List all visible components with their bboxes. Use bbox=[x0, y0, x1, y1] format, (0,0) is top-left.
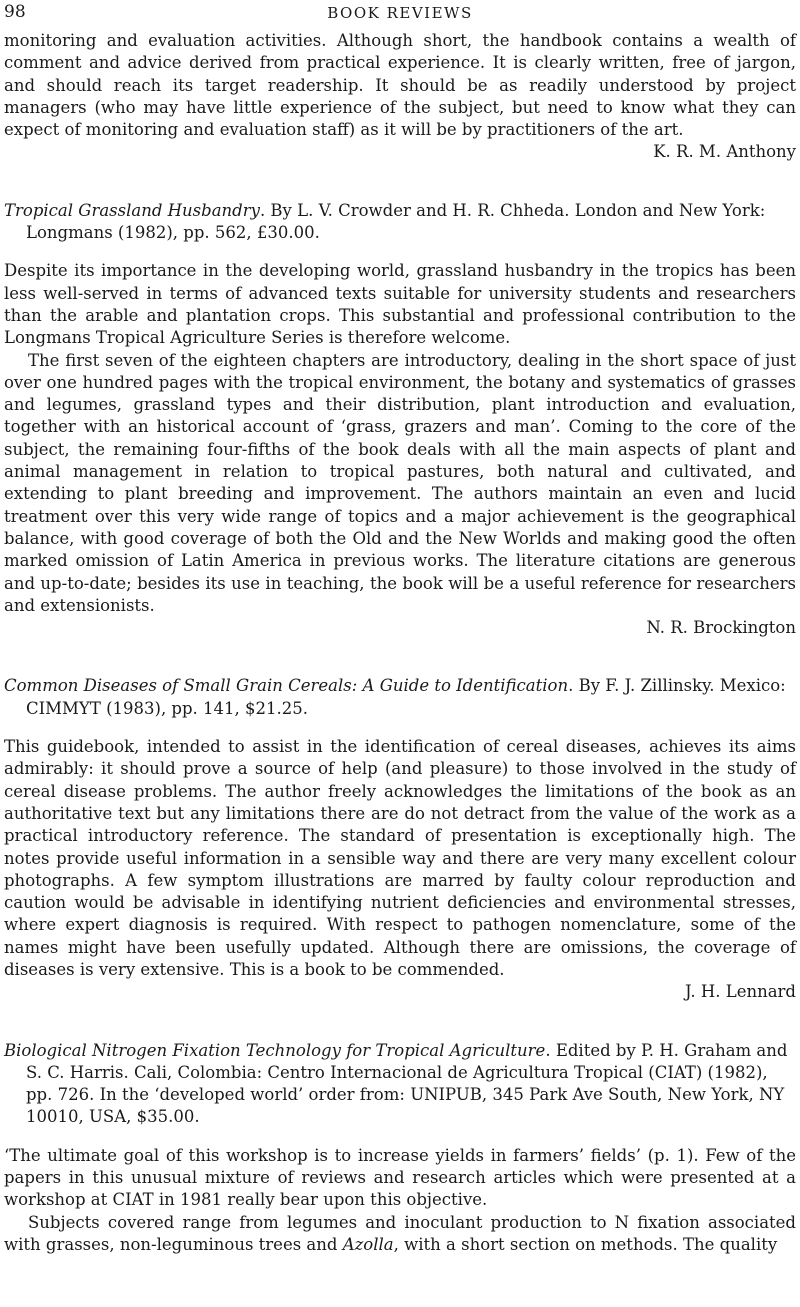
review-continued bbox=[4, 30, 796, 164]
reviewer-signature: J. H. Lennard bbox=[685, 982, 796, 1002]
review-paragraph: Despite its importance in the developing world, grassland husbandry in the tropics has been less well-served in terms of advanced texts suitable for university students and researchers than the arable and plantation crops. This substantial and professional contribution to the Longmans Tropical Agriculture Series is therefore welcome. bbox=[4, 261, 796, 348]
review-small-grain-cereals bbox=[4, 675, 796, 1003]
review-paragraph: monitoring and evaluation activities. Although short, the handbook contains a wealth of comment and advice derived from practical experience. It is clearly written, free of jargon, and should reach its target readership. It should be as readily understood by project managers (who may have little experience of the subject, but need to know what they can expect of monitoring and evaluation staff) as it will be by practitioners of the art. bbox=[4, 31, 796, 140]
review-paragraph: The first seven of the eighteen chapters are introductory, dealing in the short space of just over one hundred pages with the tropical environment, the botany and systematics of grasses and legumes, grassland types and their distribution, plant introduction and evaluation, together with an historical account of ‘grass, grazers and man’. Coming to the core of the subject, the remaining four-fifths of the book deals with all the main aspects of plant and animal management in relation to tropical pastures, both natural and cultivated, and extending to plant breeding and improvement. The authors maintain an even and lucid treatment over this very wide range of topics and a major achievement is the geographical balance, with good coverage of both the Old and the New Worlds and making good the often marked omission of Latin America in previous works. The literature citations are generous and up-to-date; besides its use in teaching, the book will be a useful reference for researchers and extensionists. bbox=[4, 350, 796, 615]
paragraph-text: , with a short section on methods. The quality bbox=[393, 1234, 778, 1254]
page-header bbox=[4, 2, 796, 30]
book-citation bbox=[4, 1040, 796, 1129]
review-paragraph: ‘The ultimate goal of this workshop is to increase yields in farmers’ fields’ (p. 1). Few of the papers in this unusual mixture of reviews and research articles which were presented at a workshop at CIAT in 1981 really bear upon this objective. bbox=[4, 1145, 796, 1210]
book-title: Common Diseases of Small Grain Cereals: A Guide to Identification bbox=[4, 676, 569, 696]
reviewer-signature: K. R. M. Anthony bbox=[653, 142, 796, 162]
review-paragraph: This guidebook, intended to assist in the identification of cereal diseases, achieves its aims admirably: it should prove a source of help (and pleasure) to those involved in the study of cereal disease problems. The author freely acknowledges the limitations of the book as an authoritative text but any limitations there are do not detract from the value of the work as a practical introductory reference. The standard of presentation is exceptionally high. The notes provide useful information in a sensible way and there are very many excellent colour photographs. A few symptom illustrations are marred by faulty colour reproduction and caution would be advisable in identifying nutrient deficiencies and environmental stresses, where expert diagnosis is required. With respect to pathogen nomenclature, some of the names might have been usefully updated. Although there are omissions, the coverage of diseases is very extensive. This is a book to be commended. bbox=[4, 737, 796, 979]
book-citation bbox=[4, 675, 796, 720]
book-details: . By F. J. Zillinsky. Mexico: CIMMYT (1983), pp. 141, $21.25. bbox=[26, 676, 786, 718]
book-title: Tropical Grassland Husbandry bbox=[4, 200, 260, 220]
book-citation bbox=[4, 200, 796, 245]
book-title: Biological Nitrogen Fixation Technology for Tropical Agriculture bbox=[4, 1040, 546, 1060]
review-nitrogen-fixation bbox=[4, 1040, 796, 1257]
reviewer-signature: N. R. Brockington bbox=[646, 618, 796, 638]
page-number: 98 bbox=[4, 2, 26, 22]
book-review-page bbox=[4, 0, 796, 1256]
book-details: . Edited by P. H. Graham and S. C. Harris. Cali, Colombia: Centro Internacional de Agricultura Tropical (CIAT) (1982), pp. 726. In the ‘developed world’ order from: UNIPUB, 345 Park Ave South, New York, NY 10010, USA, $35.00. bbox=[26, 1040, 788, 1127]
paragraph-text: Subjects covered range from legumes and inoculant production to N fixation associated with grasses, non-leguminous trees and bbox=[4, 1212, 796, 1254]
review-paragraph bbox=[4, 1212, 796, 1257]
running-title: BOOK REVIEWS bbox=[327, 4, 473, 22]
review-tropical-grassland bbox=[4, 200, 796, 640]
italic-term: Azolla bbox=[342, 1234, 394, 1254]
book-details: . By L. V. Crowder and H. R. Chheda. London and New York: Longmans (1982), pp. 562, £30.00. bbox=[26, 200, 766, 243]
